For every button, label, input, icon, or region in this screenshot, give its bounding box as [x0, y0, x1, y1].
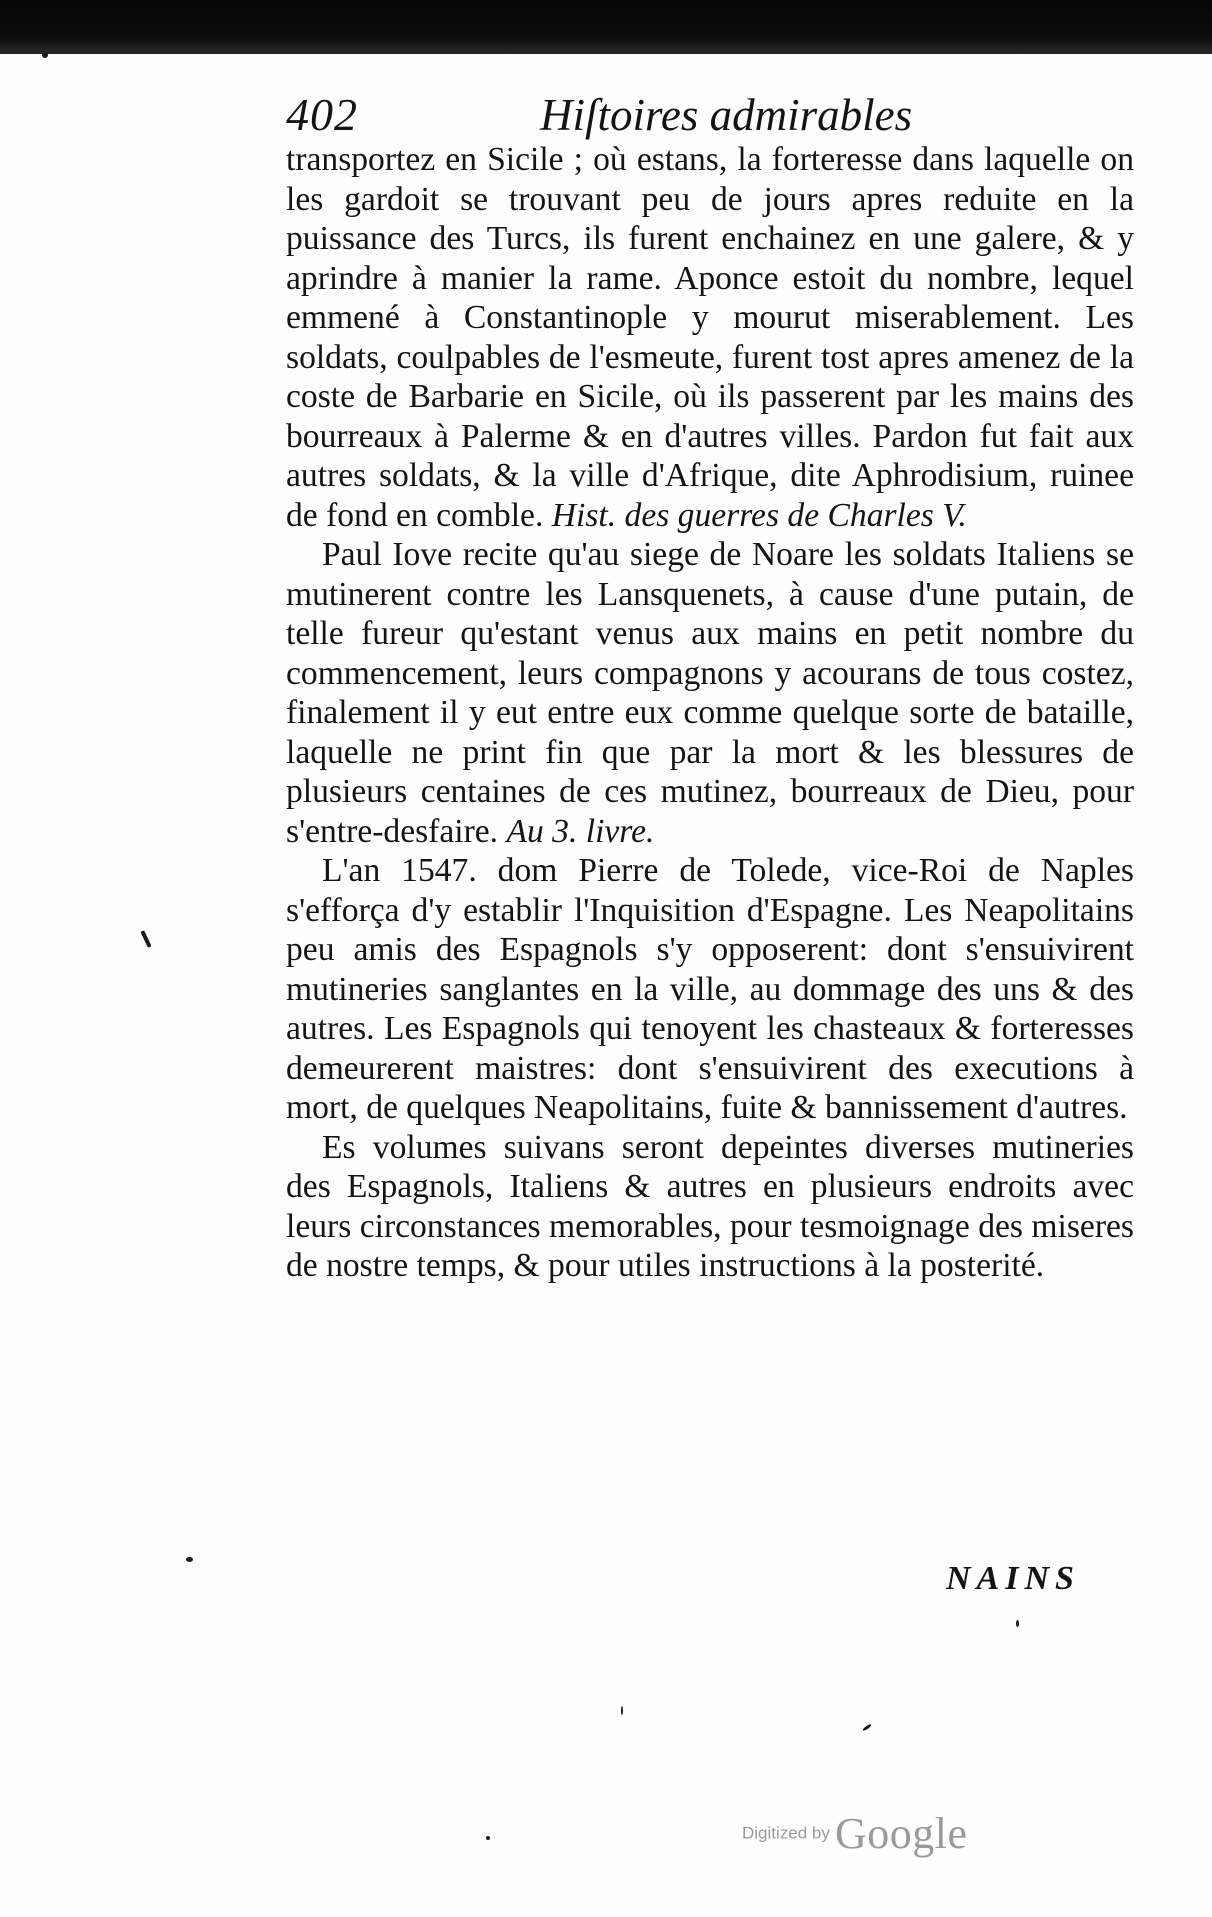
paragraph-1-text: transportez en Sicile ; où estans, la forteresse dans laquelle on les gardoit se trouvant peu de jours apres reduite en la puissance des Turcs, ils furent enchainez en une galere, & y aprindre à manier la rame. Aponce estoit du nombre, lequel emmené à Constantinople y mourut miserablement. Les soldats, coulpables de l'esmeute, furent tost apres amenez de la coste de Barbarie en Sicile, où ils passerent par les mains des bourreaux à Palerme & en d'autres villes. Pardon fut fait aux autres soldats, & la ville d'Afrique, dite Aphrodisium, ruinee de fond en comble. [286, 141, 1134, 534]
watermark-prefix: Digitized by [742, 1823, 830, 1843]
google-logo: Google [834, 1809, 968, 1858]
scan-speck [140, 930, 151, 948]
page-header [286, 86, 926, 144]
scan-speck [621, 1706, 623, 1715]
paragraph-3 [286, 851, 1134, 1128]
running-title: Hiſtoires admirables [540, 90, 913, 140]
paragraph-3-text: L'an 1547. dom Pierre de Tolede, vice-Roi de Naples s'efforça d'y establir l'Inquisition d'Espagne. Les Neapolitains peu amis des Espagnols s'y opposerent: dont s'ensuivirent mutineries sanglantes en la ville, au dommage des uns & des autres. Les Espagnols qui tenoyent les chasteaux & forteresses demeurerent maistres: dont s'ensuivirent des executions à mort, de quelques Neapolitains, fuite & bannissement d'autres. [286, 852, 1134, 1126]
paragraph-4-text: Es volumes suivans seront depeintes diverses mutineries des Espagnols, Italiens & autres en plusieurs endroits avec leurs circonstances memorables, pour tesmoignage des miseres de nostre temps, & pour utiles instructions à la posterité. [286, 1128, 1134, 1284]
paragraph-2-source: Au 3. livre. [506, 812, 655, 850]
paragraph-2 [286, 535, 1134, 851]
paragraph-2-text: Paul Iove recite qu'au siege de Noare les soldats Italiens se mutinerent contre les Lansquenets, à cause d'une putain, de telle fureur qu'estant venus aux mains en petit nombre du commencement, leurs compagnons y acourans de tous costez, finalement il y eut entre eux comme quelque sorte de bataille, laquelle ne print fin que par la mort & les blessures de plusieurs centaines de ces mutinez, bourreaux de Dieu, pour s'entre-desfaire. [286, 536, 1134, 850]
page-number: 402 [286, 89, 358, 140]
google-watermark [742, 1808, 968, 1859]
scan-speck [42, 52, 48, 58]
body-text [286, 140, 1134, 1286]
scan-speck [486, 1836, 490, 1840]
scan-speck [186, 1557, 193, 1562]
paragraph-1 [286, 140, 1134, 535]
paragraph-1-source: Hist. des guerres de Charles V. [551, 496, 967, 534]
catchword: NAINS [946, 1560, 1080, 1597]
scan-speck [862, 1723, 872, 1731]
scan-speck [1016, 1620, 1019, 1627]
paragraph-4 [286, 1128, 1134, 1286]
scan-top-edge [0, 0, 1212, 54]
